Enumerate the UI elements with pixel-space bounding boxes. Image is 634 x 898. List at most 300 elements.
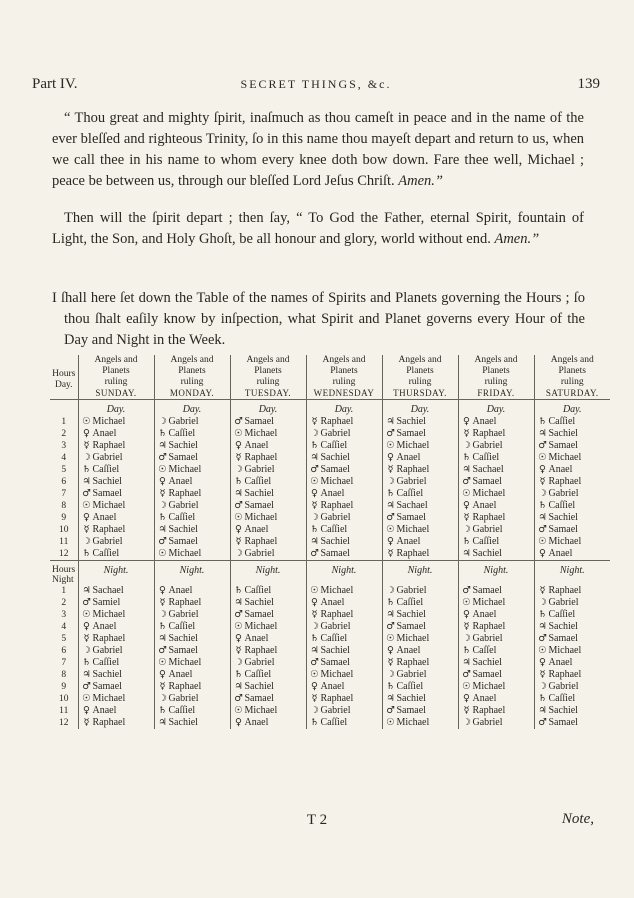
spirit-cell [230,609,306,621]
spirit-cell [382,669,458,681]
planet-symbol-icon: ♃ [538,512,547,523]
planet-symbol-icon: ♃ [158,717,167,728]
hour-number: 7 [61,489,67,499]
weekday-name: THURSDAY. [393,388,447,398]
header-row [50,355,610,400]
planet-symbol-icon: ♂ [386,428,395,439]
spirit-name: Gabriel [320,705,351,716]
spirit-cell [382,633,458,645]
spirit-cell [154,524,230,536]
section-label: Day. [230,404,306,416]
planet-symbol-icon: ♄ [158,621,167,632]
hour-number: 5 [61,465,67,475]
planet-symbol-icon: ♄ [462,645,471,656]
planet-symbol-icon: ☿ [539,476,546,487]
spirit-name: Raphael [168,488,202,499]
hour-number: 4 [61,453,67,463]
planet-symbol-icon: ♃ [310,645,319,656]
planet-symbol-icon: ☉ [82,500,91,511]
hour-number: 10 [59,525,69,535]
column-header-3 [306,355,382,400]
planet-symbol-icon: ☿ [539,669,546,680]
spirit-cell [458,717,534,729]
planet-symbol-icon: ♄ [234,585,243,596]
spirit-cell [382,609,458,621]
planet-symbol-icon: ♀ [311,597,318,608]
planet-symbol-icon: ♂ [538,633,547,644]
spirit-name: Sachiel [548,705,578,716]
spirit-cell [230,440,306,452]
spirit-name: Anael [472,693,497,704]
spirit-name: Raphael [472,428,506,439]
spirit-name: Michael [396,524,430,535]
planet-symbol-icon: ♂ [386,621,395,632]
planet-symbol-icon: ♄ [310,524,319,535]
planet-symbol-icon: ☽ [310,621,319,632]
table-row [50,500,610,512]
planet-symbol-icon: ♂ [310,657,319,668]
column-header-line: Angels and [474,355,518,365]
spirit-cell [78,633,154,645]
column-header-line: ruling [408,377,432,387]
planet-symbol-icon: ♃ [386,693,395,704]
planet-symbol-icon: ☉ [386,633,395,644]
planet-symbol-icon: ♃ [82,585,91,596]
spirit-name: Gabriel [92,536,123,547]
spirit-name: Caſſiel [320,633,348,644]
planet-symbol-icon: ♂ [386,512,395,523]
hour-number: 8 [61,501,67,511]
spirit-cell [230,597,306,609]
spirit-cell [306,645,382,657]
spirit-name: Gabriel [548,488,579,499]
hour-number: 2 [61,429,67,439]
spirit-cell [230,681,306,693]
planet-symbol-icon: ☽ [462,717,471,728]
spirit-name: Gabriel [548,597,579,608]
spirit-cell [458,464,534,476]
table-row [50,669,610,681]
spirit-cell [230,548,306,561]
spirit-cell [458,705,534,717]
spirit-name: Gabriel [244,657,275,668]
spirit-name: Gabriel [396,585,427,596]
spirit-cell [534,693,610,705]
planet-symbol-icon: ♄ [310,440,319,451]
table-row [50,548,610,561]
spirit-cell [230,669,306,681]
planet-symbol-icon: ♃ [158,524,167,535]
spirit-name: Gabriel [472,633,503,644]
spirit-name: Samiel [92,597,121,608]
column-header-line: Angels and [246,355,290,365]
planet-symbol-icon: ♂ [234,609,243,620]
column-header-0 [78,355,154,400]
spirit-name: Caſſiel [548,609,576,620]
spirit-name: Sachiel [548,512,578,523]
planet-symbol-icon: ♃ [82,669,91,680]
spirit-name: Sachiel [396,416,426,427]
spirit-name: Michael [548,536,582,547]
planet-symbol-icon: ♀ [83,705,90,716]
column-header-line: Planets [254,366,282,376]
spirit-name: Raphael [548,669,582,680]
weekday-name: MONDAY. [169,388,215,398]
planet-symbol-icon: ♃ [386,416,395,427]
spirit-cell [534,657,610,669]
spirit-cell [458,488,534,500]
planet-symbol-icon: ☽ [158,416,167,427]
spirit-cell [78,609,154,621]
column-header-2 [230,355,306,400]
column-header-line: Angels and [398,355,442,365]
spirit-cell [230,512,306,524]
spirit-name: Michael [168,657,202,668]
planet-symbol-icon: ☽ [82,536,91,547]
planet-symbol-icon: ☿ [235,452,242,463]
spirit-name: Sachael [396,500,428,511]
planet-symbol-icon: ♀ [159,476,166,487]
spirit-cell [306,681,382,693]
spirit-name: Sachiel [244,597,274,608]
spirit-name: Samael [472,585,502,596]
spirit-name: Michael [396,633,430,644]
planet-symbol-icon: ♂ [310,548,319,559]
hour-number: 5 [61,634,67,644]
planet-symbol-icon: ☿ [159,488,166,499]
spirit-name: Samael [92,488,122,499]
spirit-cell [382,440,458,452]
table-row [50,464,610,476]
spirit-name: Gabriel [244,548,275,559]
planet-symbol-icon: ♃ [310,536,319,547]
spirit-cell [382,524,458,536]
spirit-cell [230,488,306,500]
spirit-cell [534,512,610,524]
planet-symbol-icon: ♀ [235,524,242,535]
spirit-name: Gabriel [168,609,199,620]
planet-symbol-icon: ☽ [462,524,471,535]
table-intro-text: I ſhall here ſet down the Table of the names of Spirits and Planets governing the Hours ; ſo thou ſhalt eaſily know by inſpection, what Spirit and Planet governs every Hour of the Day and Night in the Week. [52,290,585,348]
planet-symbol-icon: ♃ [82,476,91,487]
spirit-name: Caſſiel [396,488,424,499]
planet-symbol-icon: ☉ [538,452,547,463]
hour-number: 8 [61,670,67,680]
spirit-cell [78,548,154,561]
planet-symbol-icon: ♀ [235,717,242,728]
planet-symbol-icon: ♄ [310,717,319,728]
planet-symbol-icon: ♄ [462,452,471,463]
spirit-cell [534,440,610,452]
spirit-name: Anael [92,428,117,439]
running-header [32,76,600,96]
spirit-cell [154,705,230,717]
column-header-line: ruling [332,377,356,387]
planet-symbol-icon: ♄ [386,681,395,692]
spirit-name: Samael [396,512,426,523]
spirit-name: Raphael [548,476,582,487]
spirit-name: Raphael [548,585,582,596]
spirit-cell [154,693,230,705]
spirit-name: Anael [244,717,269,728]
table-row [50,609,610,621]
planet-symbol-icon: ♃ [234,488,243,499]
spirit-cell [306,705,382,717]
spirit-name: Caſſiel [472,536,500,547]
planet-symbol-icon: ♀ [539,548,546,559]
spirit-name: Raphael [244,645,278,656]
column-header-line: Planets [178,366,206,376]
planet-symbol-icon: ♃ [538,621,547,632]
spirit-cell [534,669,610,681]
doxology-amen: Amen.” [494,231,540,247]
planet-symbol-icon: ☉ [386,440,395,451]
spirit-name: Samael [244,693,274,704]
spirit-name: Raphael [168,597,202,608]
spirit-name: Caſſiel [92,548,120,559]
spirit-name: Raphael [244,452,278,463]
farewell-text: “ Thou great and mighty ſpirit, inaſmuch as thou cameſt in peace and in the name of the ever bleſſed and righteous Trinity, ſo in this name thou mayeſt depart and return to us, when we call thee in his name to whom every knee doth bow down. Fare thee well, Michael ; peace be between us, through our bleſſed Lord Jeſus Chriſt. [52,110,584,189]
spirit-cell [154,621,230,633]
spirit-cell [458,476,534,488]
spirit-name: Raphael [168,681,202,692]
spirit-name: Anael [396,452,421,463]
spirit-cell [230,476,306,488]
spirit-name: Anael [396,536,421,547]
spirit-cell [382,717,458,729]
spirit-cell [534,705,610,717]
hour-number: 12 [59,718,69,728]
spirit-cell [154,476,230,488]
spirit-cell [154,633,230,645]
section-label: Night. [306,565,382,585]
planet-symbol-icon: ☿ [235,536,242,547]
spirit-name: Raphael [92,524,126,535]
planet-symbol-icon: ♄ [386,597,395,608]
spirit-name: Michael [92,693,126,704]
planet-symbol-icon: ♀ [387,536,394,547]
spirit-cell [382,476,458,488]
spirit-name: Samael [168,452,198,463]
column-header-line: ruling [104,377,128,387]
spirit-cell [382,464,458,476]
planet-symbol-icon: ♂ [386,705,395,716]
planet-symbol-icon: ♄ [234,669,243,680]
spirit-cell [382,657,458,669]
planet-symbol-icon: ☽ [158,500,167,511]
planet-symbol-icon: ☿ [159,681,166,692]
spirit-cell [534,464,610,476]
spirit-name: Sachiel [168,440,198,451]
planet-symbol-icon: ☿ [83,717,90,728]
planet-symbol-icon: ♄ [82,548,91,559]
table-row [50,717,610,729]
planet-symbol-icon: ☿ [539,585,546,596]
spirit-cell [306,657,382,669]
planet-symbol-icon: ☿ [311,500,318,511]
planet-symbol-icon: ☽ [310,428,319,439]
spirit-name: Samael [548,633,578,644]
weekday-name: WEDNESDAY [313,388,375,398]
spirit-name: Anael [548,464,573,475]
spirit-name: Caſſiel [168,428,196,439]
spirit-name: Sachiel [168,717,198,728]
spirit-cell [382,597,458,609]
spirit-name: Michael [548,645,582,656]
column-header-line: ruling [180,377,204,387]
spirit-name: Raphael [396,548,430,559]
spirit-name: Michael [244,705,278,716]
planet-symbol-icon: ♃ [538,705,547,716]
spirit-name: Samael [244,609,274,620]
spirit-cell [154,681,230,693]
spirit-cell [154,512,230,524]
planet-symbol-icon: ☉ [234,428,243,439]
spirit-cell [382,621,458,633]
table-row [50,512,610,524]
spirit-cell [306,500,382,512]
spirit-cell [534,524,610,536]
planet-symbol-icon: ♀ [311,681,318,692]
spirit-cell [382,500,458,512]
section-label: Night. [534,565,610,585]
section-hours-cell [50,404,78,416]
spirit-cell [230,705,306,717]
planet-symbol-icon: ☉ [462,681,471,692]
spirit-cell [458,621,534,633]
spirit-cell [78,464,154,476]
spirit-cell [78,717,154,729]
spirit-name: Raphael [92,633,126,644]
spirit-name: Michael [244,621,278,632]
spirit-cell [534,597,610,609]
planet-symbol-icon: ♃ [158,440,167,451]
spirit-cell [458,416,534,428]
spirit-cell [78,681,154,693]
planet-symbol-icon: ♃ [538,428,547,439]
column-header-line: ruling [484,377,508,387]
planet-symbol-icon: ☉ [158,657,167,668]
spirit-cell [154,428,230,440]
spirit-name: Sachiel [320,452,350,463]
spirit-name: Caſſiel [548,693,576,704]
table-row [50,452,610,464]
hour-number: 9 [61,682,67,692]
planet-symbol-icon: ☽ [462,633,471,644]
spirit-name: Anael [548,548,573,559]
spirit-name: Sachiel [244,681,274,692]
section-label: Night. [382,565,458,585]
planet-symbol-icon: ☉ [82,609,91,620]
spirit-cell [230,416,306,428]
spirit-name: Michael [548,452,582,463]
hour-number: 1 [61,586,67,596]
page-number: 139 [577,76,600,92]
table-row [50,705,610,717]
section-label: Day. [78,404,154,416]
hour-number: 6 [61,477,67,487]
spirit-name: Raphael [320,693,354,704]
spirit-cell [458,428,534,440]
spirit-name: Samael [396,621,426,632]
planet-symbol-icon: ☿ [463,621,470,632]
spirit-name: Michael [472,681,506,692]
spirit-name: Anael [168,585,193,596]
table-row [50,621,610,633]
spirit-cell [458,585,534,597]
planet-symbol-icon: ♂ [538,524,547,535]
planet-symbol-icon: ♂ [158,452,167,463]
section-label: Day. [154,404,230,416]
spirit-name: Raphael [472,705,506,716]
planet-symbol-icon: ♂ [310,464,319,475]
spirit-name: Sachiel [548,621,578,632]
spirit-name: Gabriel [548,681,579,692]
spirit-name: Samael [244,500,274,511]
spirit-name: Caſſiel [548,416,576,427]
spirit-name: Samael [168,536,198,547]
planet-symbol-icon: ☽ [538,488,547,499]
spirit-cell [458,512,534,524]
planet-symbol-icon: ☿ [387,464,394,475]
spirit-cell [230,536,306,548]
hour-number: 2 [61,598,67,608]
paragraph-table-intro [52,288,585,351]
spirit-cell [306,693,382,705]
planet-symbol-icon: ♄ [462,536,471,547]
spirit-name: Anael [472,609,497,620]
spirit-name: Caſſiel [320,717,348,728]
spirit-name: Sachiel [320,645,350,656]
table-row [50,585,610,597]
planet-symbol-icon: ☉ [234,512,243,523]
planet-symbol-icon: ☉ [462,488,471,499]
spirit-name: Caſſiel [244,476,272,487]
spirit-cell [458,693,534,705]
spirit-cell [154,717,230,729]
spirit-name: Sachael [92,585,124,596]
spirit-cell [306,717,382,729]
planet-symbol-icon: ☉ [386,524,395,535]
spirit-cell [306,464,382,476]
spirit-cell [534,476,610,488]
planet-symbol-icon: ♃ [310,452,319,463]
planet-symbol-icon: ☿ [83,524,90,535]
spirit-name: Caſſiel [244,585,272,596]
spirit-cell [534,609,610,621]
signature-mark: T 2 [306,812,328,828]
spirit-name: Anael [320,681,345,692]
spirit-cell [154,416,230,428]
column-header-line: Angels and [550,355,594,365]
spirit-cell [382,705,458,717]
planet-symbol-icon: ♂ [462,669,471,680]
column-header-1 [154,355,230,400]
planet-symbol-icon: ☽ [386,669,395,680]
spirit-cell [306,512,382,524]
planet-symbol-icon: ♂ [234,693,243,704]
spirit-name: Anael [92,705,117,716]
spirit-cell [154,488,230,500]
hour-number: 6 [61,646,67,656]
spirit-cell [230,645,306,657]
spirit-name: Caſſiel [548,500,576,511]
spirit-cell [382,452,458,464]
planet-symbol-icon: ☉ [386,717,395,728]
planet-symbol-icon: ♀ [387,645,394,656]
section-title-row [50,404,610,416]
planet-symbol-icon: ♄ [158,705,167,716]
